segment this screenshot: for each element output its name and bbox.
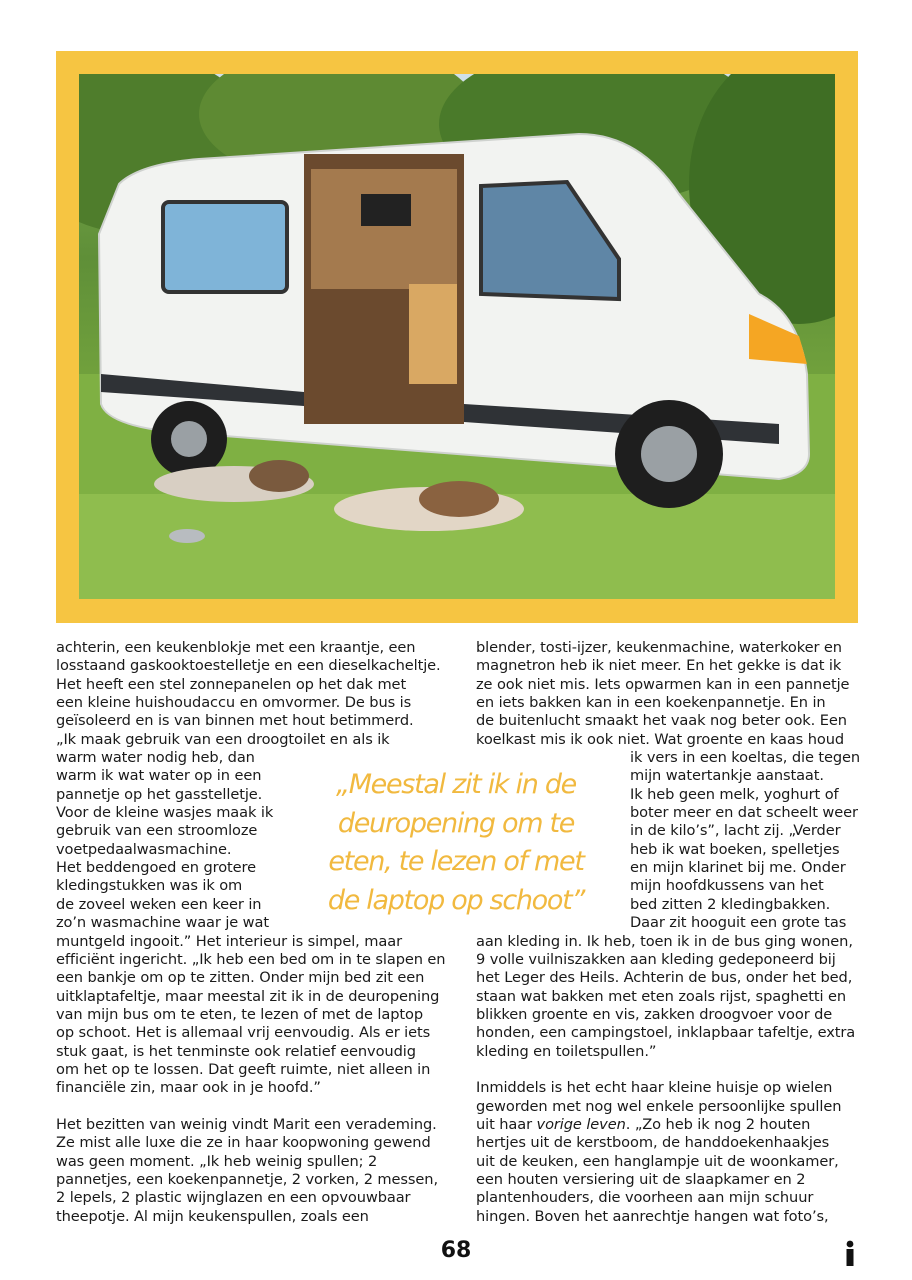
right-line: boter meer en dat scheelt weer xyxy=(630,804,858,822)
left-line: Het heeft een stel zonnepanelen op het dak met xyxy=(56,675,407,693)
right-line: ze ook niet mis. Iets opwarmen kan in een pannetje xyxy=(476,675,850,693)
italic-run: vorige leven xyxy=(536,1115,626,1133)
left-line: muntgeld ingooit.” Het interieur is simpel, maar xyxy=(56,932,402,950)
text-run: uit haar xyxy=(476,1115,537,1133)
pull-quote xyxy=(308,766,604,920)
left-line: een kleine huishoudaccu en omvormer. De bus is xyxy=(56,694,412,712)
right-line: bed zitten 2 kledingbakken. xyxy=(630,895,831,913)
right-line: uit de keuken, een hanglampje uit de woonkamer, xyxy=(476,1152,839,1170)
right-line: aan kleding in. Ik heb, toen ik in de bus ging wonen, xyxy=(476,932,853,950)
right-line: Ik heb geen melk, yoghurt of xyxy=(630,785,839,803)
left-line: een bankje om op te zitten. Onder mijn bed zit een xyxy=(56,969,425,987)
right-line-mixed xyxy=(476,1116,866,1134)
left-line: financiële zin, maar ook in je hoofd.” xyxy=(56,1079,321,1097)
pull-quote-line: eten, te lezen of met xyxy=(328,846,584,877)
right-line: heb ik wat boeken, spelletjes xyxy=(630,840,840,858)
left-line: de zoveel weken een keer in xyxy=(56,895,262,913)
right-text-column xyxy=(476,639,866,1226)
left-line: efficiënt ingericht. „Ik heb een bed om in te slapen en xyxy=(56,950,446,968)
right-line: een houten versiering uit de slaapkamer en 2 xyxy=(476,1170,806,1188)
right-line: blender, tosti-ijzer, keukenmachine, waterkoker en xyxy=(476,639,842,656)
left-line: uitklaptafeltje, maar meestal zit ik in de deuropening xyxy=(56,987,440,1005)
left-line: van mijn bus om te eten, te lezen of met de laptop xyxy=(56,1005,423,1023)
left-line: voetpedaalwasmachine. xyxy=(56,840,232,858)
right-line: mijn watertankje aanstaat. xyxy=(630,767,824,785)
right-line: en mijn klarinet bij me. Onder xyxy=(630,859,846,877)
right-line: magnetron heb ik niet meer. En het gekke is dat ik xyxy=(476,657,842,675)
left-line: Ze mist alle luxe die ze in haar koopwoning gewend xyxy=(56,1134,431,1152)
left-line: om het op te lossen. Dat geeft ruimte, niet alleen in xyxy=(56,1060,431,1078)
left-line: losstaand gaskooktoestelletje en een dieselkacheltje. xyxy=(56,657,441,675)
right-line: ik vers in een koeltas, die tegen xyxy=(630,749,861,767)
right-line: honden, een campingstoel, inklapbaar tafeltje, extra xyxy=(476,1024,856,1042)
right-line: geworden met nog wel enkele persoonlijke spullen xyxy=(476,1097,842,1115)
left-line: was geen moment. „Ik heb weinig spullen; 2 xyxy=(56,1152,378,1170)
paragraph-gap xyxy=(56,1098,446,1116)
left-line: achterin, een keukenblokje met een kraantje, een xyxy=(56,639,416,656)
info-i-icon xyxy=(843,1240,857,1266)
right-line: staan wat bakken met eten zoals rijst, spaghetti en xyxy=(476,987,847,1005)
left-line: theepotje. Al mijn keukenspullen, zoals een xyxy=(56,1207,369,1225)
pull-quote-line: de laptop op schoot” xyxy=(327,884,585,916)
left-line: stuk gaat, is het tenminste ook relatief eenvoudig xyxy=(56,1042,416,1060)
right-line: hingen. Boven het aanrechtje hangen wat foto’s, xyxy=(476,1207,829,1225)
left-line: kledingstukken was ik om xyxy=(56,877,243,895)
left-line: pannetje op het gasstelletje. xyxy=(56,785,263,803)
photo-frame xyxy=(56,51,858,623)
left-line: op schoot. Het is allemaal vrij eenvoudig. Als er iets xyxy=(56,1024,431,1042)
right-line: plantenhouders, die voorheen aan mijn schuur xyxy=(476,1189,814,1207)
left-line: zo’n wasmachine waar je wat xyxy=(56,914,269,932)
right-line: het Leger des Heils. Achterin de bus, onder het bed, xyxy=(476,969,853,987)
right-line: in de kilo’s”, lacht zij. „Verder xyxy=(630,822,841,840)
text-run: . „Zo heb ik nog 2 houten xyxy=(625,1115,811,1133)
van-dogs-illustration xyxy=(79,74,835,599)
right-line: hertjes uit de kerstboom, de handdoekenhaakjes xyxy=(476,1134,830,1152)
right-line: Inmiddels is het echt haar kleine huisje op wielen xyxy=(476,1079,833,1097)
left-line: Het bezitten van weinig vindt Marit een verademing. xyxy=(56,1115,437,1133)
left-text-column xyxy=(56,639,446,1226)
left-line: pannetjes, een koekenpannetje, 2 vorken, 2 messen, xyxy=(56,1170,438,1188)
page-number: 68 xyxy=(440,1238,472,1263)
paragraph-gap xyxy=(476,1061,866,1079)
right-line: 9 volle vuilniszakken aan kleding gedeponeerd bij xyxy=(476,950,836,968)
pull-quote-line: deuropening om te xyxy=(337,807,575,839)
left-line: 2 lepels, 2 plastic wijnglazen en een opvouwbaar xyxy=(56,1189,411,1207)
right-line: kleding en toiletspullen.” xyxy=(476,1042,657,1060)
right-line: de buitenlucht smaakt het vaak nog beter ook. Een xyxy=(476,712,847,730)
left-line: geïsoleerd en is van binnen met hout betimmerd. xyxy=(56,712,414,730)
left-line: warm water nodig heb, dan xyxy=(56,749,255,767)
van-photo xyxy=(79,74,835,599)
right-line: koelkast mis ik ook niet. Wat groente en kaas houd xyxy=(476,730,845,748)
left-line: warm ik wat water op in een xyxy=(56,767,262,785)
right-line: blikken groente en vis, zakken droogvoer voor de xyxy=(476,1005,833,1023)
left-line: „Ik maak gebruik van een droogtoilet en als ik xyxy=(56,730,390,748)
left-line: gebruik van een stroomloze xyxy=(56,822,258,840)
left-line: Het beddengoed en grotere xyxy=(56,859,256,877)
pull-quote-line: „Meestal zit ik in de xyxy=(336,769,576,800)
left-line: Voor de kleine wasjes maak ik xyxy=(56,804,274,822)
right-line: en iets bakken kan in een koekenpannetje. En in xyxy=(476,694,826,712)
right-line: mijn hoofdkussens van het xyxy=(630,877,824,895)
right-line: Daar zit hooguit een grote tas xyxy=(630,914,847,932)
